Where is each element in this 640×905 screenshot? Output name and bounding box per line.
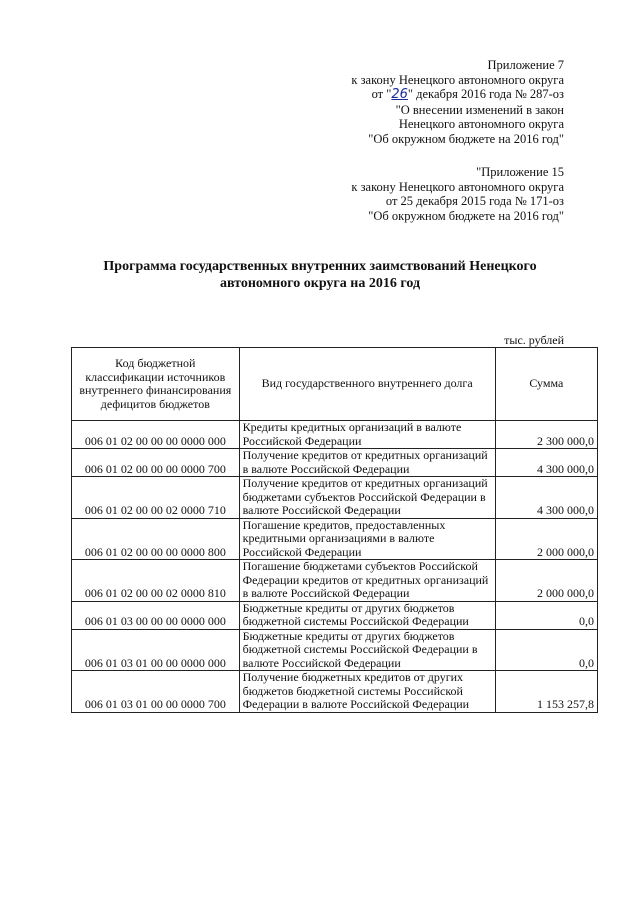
appendix-15-line-1: "Приложение 15 (476, 165, 564, 179)
appendix-7-line-6: "Об окружном бюджете на 2016 год" (368, 131, 564, 146)
appendix-7-header (351, 58, 564, 146)
appendix-7-date-prefix: от " (371, 87, 392, 101)
table-row (72, 671, 598, 713)
header-sum: Сумма (495, 348, 597, 421)
row-sum: 0,0 (495, 601, 597, 629)
row-code: 006 01 03 01 00 00 0000 000 (72, 629, 240, 671)
appendix-7-line-4: "О внесении изменений в закон (395, 102, 564, 117)
row-sum: 2 300 000,0 (495, 421, 597, 449)
appendix-15-line-3: от 25 декабря 2015 года № 171-оз (385, 194, 564, 208)
appendix-15-header (351, 165, 564, 223)
row-debt-type: Погашение бюджетами субъектов Российской Федерации кредитов от кредитных организаций в валюте Российской Федерации (239, 560, 495, 602)
row-sum: 4 300 000,0 (495, 449, 597, 477)
appendix-7-line-2: к закону Ненецкого автономного округа (351, 72, 564, 87)
table-row (72, 421, 598, 449)
table-row (72, 518, 598, 560)
document-title-line-1: Программа государственных внутренних заимствований Ненецкого (103, 259, 537, 274)
appendix-7-line-5: Ненецкого автономного округа (398, 117, 564, 131)
header-debt-type: Вид государственного внутреннего долга (239, 348, 495, 421)
table-row (72, 477, 598, 519)
row-sum: 0,0 (495, 629, 597, 671)
row-code: 006 01 02 00 00 00 0000 700 (72, 449, 240, 477)
row-code: 006 01 02 00 00 02 0000 810 (72, 560, 240, 602)
header-code: Код бюджетной классификации источников внутреннего финансирования дефицитов бюджетов (72, 348, 240, 421)
table-row (72, 601, 598, 629)
row-debt-type: Кредиты кредитных организаций в валюте Российской Федерации (239, 421, 495, 449)
row-debt-type: Получение кредитов от кредитных организаций в валюте Российской Федерации (239, 449, 495, 477)
row-sum: 4 300 000,0 (495, 477, 597, 519)
table-row (72, 629, 598, 671)
row-debt-type: Бюджетные кредиты от других бюджетов бюджетной системы Российской Федерации (239, 601, 495, 629)
appendix-15-line-2: к закону Ненецкого автономного округа (351, 179, 564, 194)
document-title (60, 258, 580, 292)
document-title-line-2: автономного округа на 2016 год (219, 276, 421, 291)
appendix-7-date-suffix: " декабря 2016 года № 287-оз (407, 87, 564, 101)
borrowing-program-table (71, 347, 598, 713)
appendix-7-line-1: Приложение 7 (487, 58, 564, 72)
row-debt-type: Получение бюджетных кредитов от других бюджетов бюджетной системы Российской Федерации в валюте Российской Федерации (239, 671, 495, 713)
row-sum: 2 000 000,0 (495, 518, 597, 560)
row-code: 006 01 03 01 00 00 0000 700 (72, 671, 240, 713)
row-code: 006 01 03 00 00 00 0000 000 (72, 601, 240, 629)
table-row (72, 449, 598, 477)
table-row (72, 560, 598, 602)
row-code: 006 01 02 00 00 00 0000 000 (72, 421, 240, 449)
handwritten-day: 26 (391, 87, 408, 102)
row-sum: 1 153 257,8 (495, 671, 597, 713)
appendix-15-line-4: "Об окружном бюджете на 2016 год" (368, 208, 564, 223)
appendix-7-line-3 (351, 87, 564, 103)
table-header-row (72, 348, 598, 421)
row-debt-type: Получение кредитов от кредитных организаций бюджетами субъектов Российской Федерации в валюте Российской Федерации (239, 477, 495, 519)
row-debt-type: Погашение кредитов, предоставленных кредитными организациями в валюте Российской Федерации (239, 518, 495, 560)
row-code: 006 01 02 00 00 02 0000 710 (72, 477, 240, 519)
row-sum: 2 000 000,0 (495, 560, 597, 602)
row-code: 006 01 02 00 00 00 0000 800 (72, 518, 240, 560)
row-debt-type: Бюджетные кредиты от других бюджетов бюджетной системы Российской Федерации в валюте Российской Федерации (239, 629, 495, 671)
units-label: тыс. рублей (504, 333, 564, 347)
